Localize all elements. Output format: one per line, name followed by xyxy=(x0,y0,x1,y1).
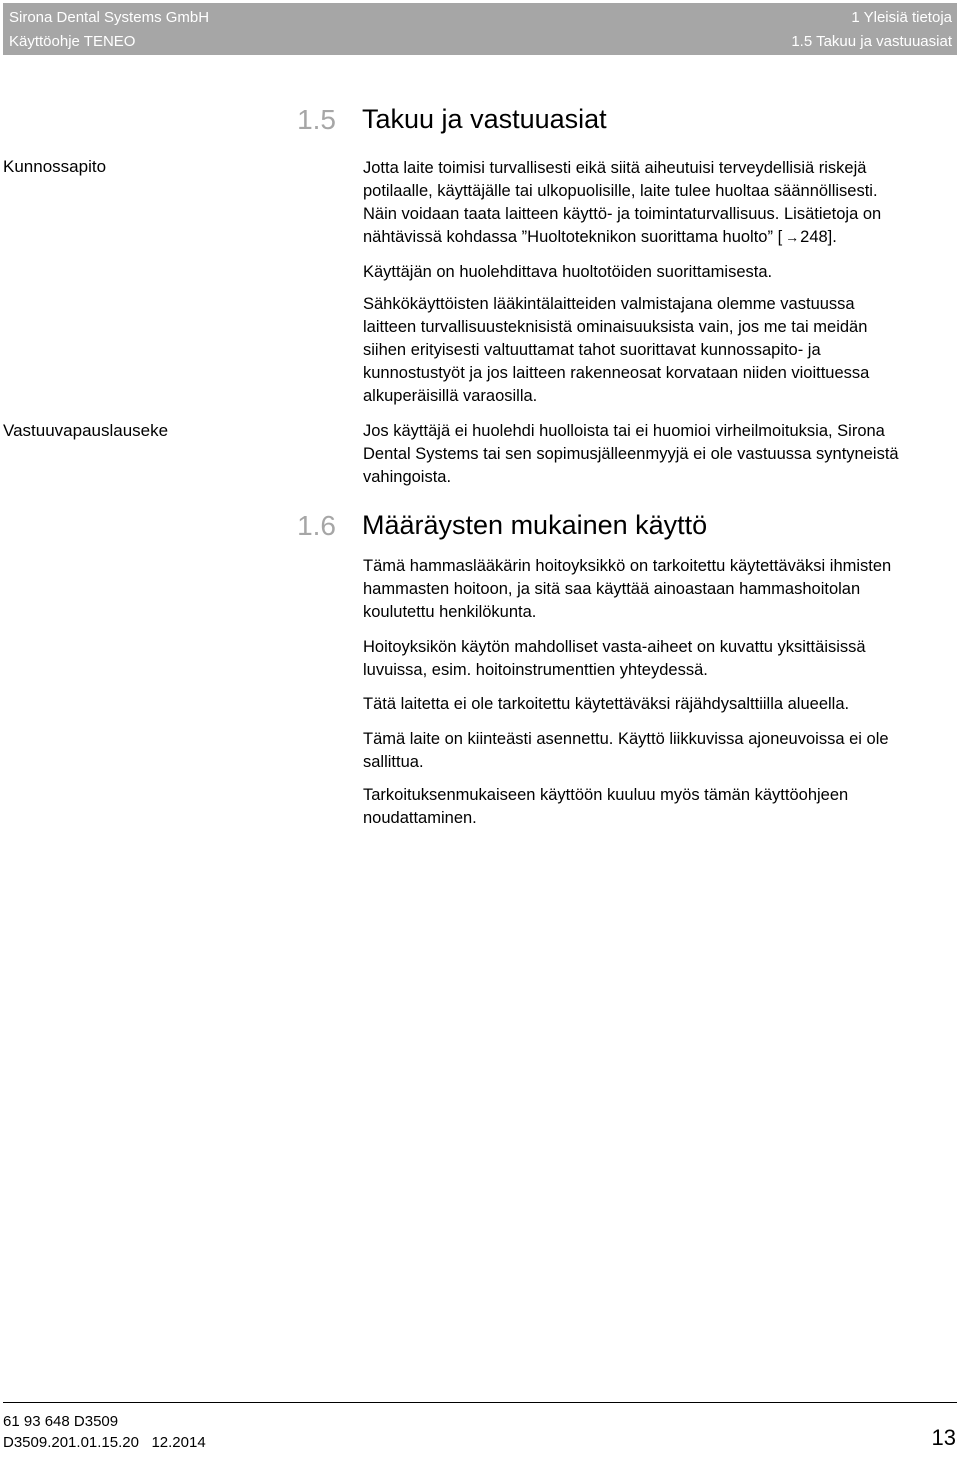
paragraph-contraindications xyxy=(363,636,960,682)
paragraph-line: Tarkoituksenmukaiseen käyttöön kuuluu myös tämän käyttöohjeen xyxy=(363,786,849,804)
paragraph-line: luvuissa, esim. hoitoinstrumenttien yhteydessä. xyxy=(363,661,708,679)
footer-order-number: 61 93 648 D3509 xyxy=(3,1413,119,1430)
paragraph-line: alkuperäisillä varaosilla. xyxy=(363,387,538,405)
paragraph-line: Käyttäjän on huolehdittava huoltotöiden suorittamisesta. xyxy=(363,263,773,281)
paragraph-line: Näin voidaan taata laitteen käyttö- ja toimintaturvallisuus. Lisätietoja on xyxy=(363,205,882,223)
header-chapter: 1 Yleisiä tietoja xyxy=(851,9,952,26)
paragraph-line: Tämä hammaslääkärin hoitoyksikkö on tarkoitettu käytettäväksi ihmisten xyxy=(363,557,892,575)
reference-text: nähtävissä kohdassa ”Huoltoteknikon suorittama huolto” [ xyxy=(363,228,783,246)
paragraph-line: Dental Systems tai sen sopimusjälleenmyyjä ei ole vastuussa syntyneistä xyxy=(363,445,899,463)
paragraph-explosive-areas xyxy=(363,693,960,716)
paragraph-line: laitteen turvallisuusteknisistä ominaisuuksista vain, jos me tai meidän xyxy=(363,318,868,336)
section-number-1-5: 1.5 xyxy=(297,104,336,135)
paragraph-line: sallittua. xyxy=(363,753,424,771)
paragraph-line: potilaalle, käyttäjälle tai ulkopuolisille, laite tulee huoltaa säännöllisesti. xyxy=(363,182,878,200)
footer-divider xyxy=(3,1402,957,1403)
paragraph-intended-use xyxy=(363,555,960,624)
arrow-right-icon: → xyxy=(785,229,800,245)
side-label-disclaimer: Vastuuvapauslauseke xyxy=(3,421,169,440)
paragraph-line: Hoitoyksikön käytön mahdolliset vasta-aiheet on kuvattu yksittäisissä xyxy=(363,638,866,656)
page-number: 13 xyxy=(931,1425,956,1450)
page-reference-link[interactable]: 248]. xyxy=(800,228,837,246)
paragraph-line: Jos käyttäjä ei huolehdi huolloista tai ei huomioi virheilmoituksia, Sirona xyxy=(363,422,885,440)
footer-document-code: D3509.201.01.15.20 12.2014 xyxy=(3,1434,206,1451)
paragraph-line: Tätä laitetta ei ole tarkoitettu käytettäväksi räjähdysalttiilla alueella. xyxy=(363,695,850,713)
paragraph-line: koulutettu henkilökunta. xyxy=(363,603,537,621)
paragraph-maintenance xyxy=(363,157,960,249)
section-title-1-6: Määräysten mukainen käyttö xyxy=(362,510,708,540)
section-title-1-5: Takuu ja vastuuasiat xyxy=(362,104,607,134)
header-company: Sirona Dental Systems GmbH xyxy=(9,9,210,26)
header-section: 1.5 Takuu ja vastuuasiat xyxy=(791,33,952,50)
paragraph-follow-manual xyxy=(363,784,960,830)
paragraph-line: hammasten hoitoon, ja sitä saa käyttää ainoastaan hammashoitolan xyxy=(363,580,861,598)
paragraph-fixed-installation xyxy=(363,728,960,774)
paragraph-line: Sähkökäyttöisten lääkintälaitteiden valmistajana olemme vastuussa xyxy=(363,295,855,313)
paragraph-line: Jotta laite toimisi turvallisesti eikä siitä aiheutuisi terveydellisiä riskejä xyxy=(363,159,867,177)
section-number-1-6: 1.6 xyxy=(297,510,336,541)
header-manual-title: Käyttöohje TENEO xyxy=(9,33,136,50)
paragraph-user-responsibility xyxy=(363,261,960,284)
paragraph-line-with-reference xyxy=(363,226,960,249)
paragraph-disclaimer xyxy=(363,420,960,489)
paragraph-line: noudattaminen. xyxy=(363,809,477,827)
page-header xyxy=(3,3,957,55)
paragraph-line: siihen erityisesti valtuuttamat tahot suorittavat kunnossapito- ja xyxy=(363,341,821,359)
side-label-maintenance: Kunnossapito xyxy=(3,157,107,176)
paragraph-manufacturer-responsibility xyxy=(363,293,960,408)
paragraph-line: kunnostustyöt ja jos laitteen rakenneosat korvataan niiden vioittuessa xyxy=(363,364,870,382)
paragraph-line: Tämä laite on kiinteästi asennettu. Käyttö liikkuvissa ajoneuvoissa ei ole xyxy=(363,730,889,748)
paragraph-line: vahingoista. xyxy=(363,468,452,486)
